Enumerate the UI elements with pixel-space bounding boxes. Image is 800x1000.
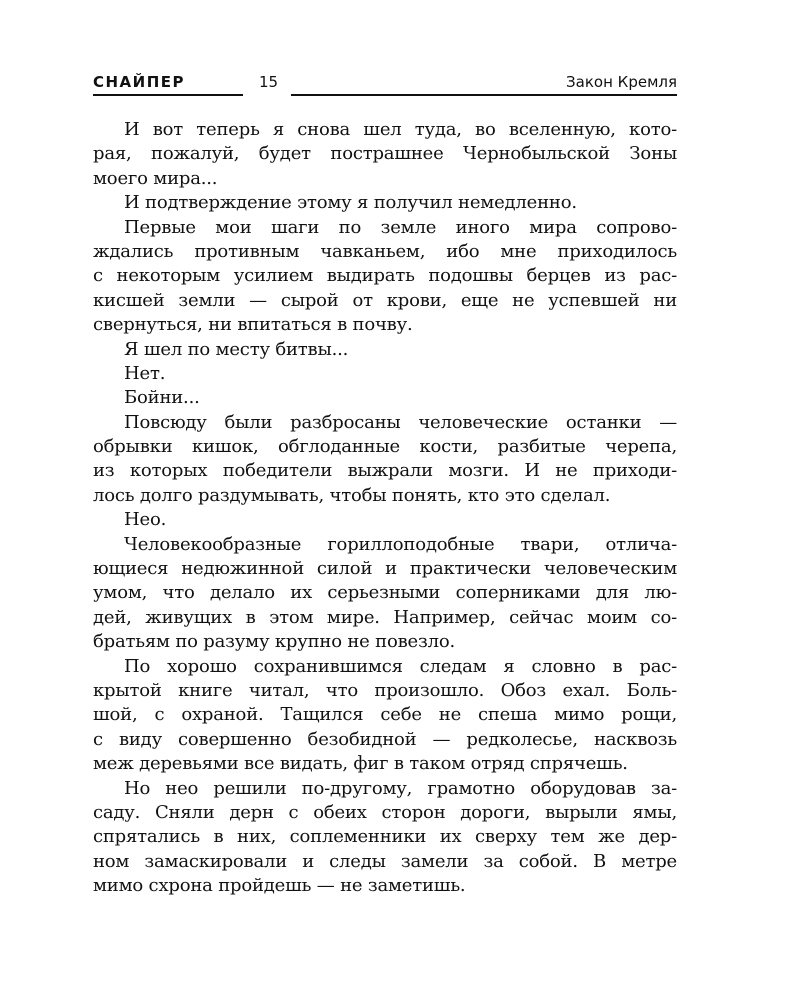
text-line: Бойни... [124, 387, 200, 409]
text-line: Но нео решили по-другому, грамотно оборудовав за- [124, 777, 677, 799]
running-header [93, 72, 677, 98]
text-line: Я шел по месту битвы... [124, 338, 349, 360]
text-line: свернуться, ни впитаться в почву. [93, 314, 413, 336]
text-line: лось долго раздумывать, чтобы понять, кто это сделал. [93, 484, 611, 506]
header-rule-right [291, 94, 677, 96]
text-line: И подтверждение этому я получил немедленно. [124, 192, 577, 214]
book-title: Закон Кремля [566, 73, 677, 91]
text-line: мимо схрона пройдешь — не заметишь. [93, 875, 466, 897]
text-line: меж деревьями все видать, фиг в таком отряд спрячешь. [93, 753, 628, 775]
text-line: обрывки кишок, обглоданные кости, разбитые черепа, [93, 436, 677, 458]
text-line: ном замаскировали и следы замели за собой. В метре [93, 850, 677, 872]
page-number: 15 [259, 73, 279, 91]
text-line: Нет. [124, 362, 166, 384]
text-line: умом, что делало их серьезными соперниками для лю- [93, 582, 677, 604]
text-line: с некоторым усилием выдирать подошвы берцев из рас- [93, 265, 677, 287]
text-line: с виду совершенно безобидной — редколесье, насквозь [93, 728, 677, 750]
text-line: И вот теперь я снова шел туда, во вселенную, кото- [124, 119, 677, 140]
text-line: кисшей земли — сырой от крови, еще не успевшей ни [93, 289, 677, 311]
text-line: крытой книге читал, что произошло. Обоз ехал. Боль- [93, 679, 677, 701]
series-title: СНАЙПЕР [93, 73, 186, 91]
text-line: Человекообразные гориллоподобные твари, отлича- [124, 533, 677, 555]
text-line: братьям по разуму крупно не повезло. [93, 631, 455, 653]
text-line: из которых победители выжрали мозги. И не приходи- [93, 460, 677, 482]
header-rule-left [93, 94, 243, 96]
text-line: Повсюду были разбросаны человеческие останки — [124, 411, 677, 433]
text-line: моего мира... [93, 167, 218, 189]
text-line: шой, с охраной. Тащился себе не спеша мимо рощи, [93, 704, 677, 726]
text-line: ждались противным чавканьем, ибо мне приходилось [93, 240, 677, 262]
text-line: саду. Сняли дерн с обеих сторон дороги, вырыли ямы, [93, 801, 677, 823]
text-line: спрятались в них, соплеменники их сверху тем же дер- [93, 826, 677, 848]
text-line: Нео. [124, 509, 167, 531]
text-line: рая, пожалуй, будет пострашнее Чернобыльской Зоны [93, 143, 677, 165]
text-line: По хорошо сохранившимся следам я словно в рас- [124, 655, 677, 677]
text-line: дей, живущих в этом мире. Например, сейчас моим со- [93, 606, 677, 628]
text-line: Первые мои шаги по земле иного мира сопрово- [124, 216, 677, 238]
text-line: ющиеся недюжинной силой и практически человеческим [93, 558, 677, 580]
body-text [93, 118, 677, 899]
